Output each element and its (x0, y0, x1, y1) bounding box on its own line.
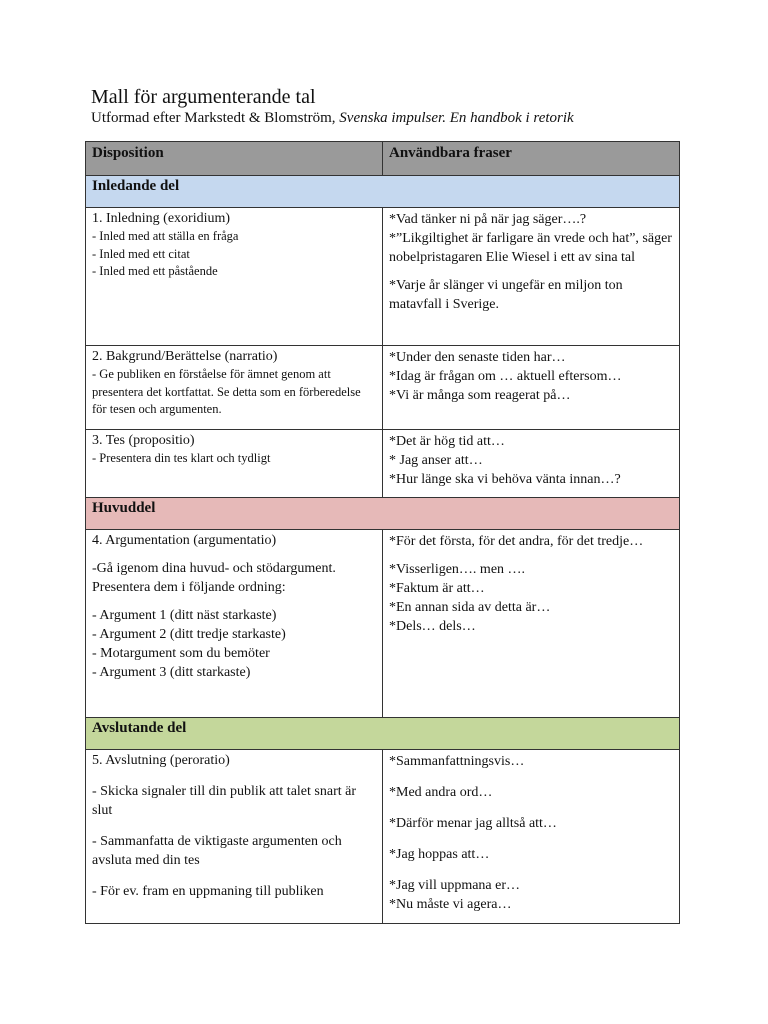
section-title-closing: Avslutande del (86, 718, 680, 750)
document-title: Mall för argumenterande tal (91, 86, 316, 108)
list-item: - Inled med att ställa en fråga (92, 229, 239, 243)
list-item: - Ge publiken en förståelse för ämnet genom att presentera det kortfattat. Se detta som en förberedelse för tesen och argumenten. (92, 367, 361, 416)
row-heading: 1. Inledning (exoridium) (92, 211, 231, 226)
phrase: *Varje år slänger vi ungefär en miljon ton matavfall i Sverige. (389, 278, 623, 312)
header-phrases: Användbara fraser (383, 142, 680, 176)
list-item: - Argument 2 (ditt tredje starkaste) (92, 627, 286, 642)
row-heading: 5. Avslutning (peroratio) (92, 753, 230, 768)
table-row (86, 530, 680, 718)
row-heading: 3. Tes (propositio) (92, 433, 195, 448)
speech-template-table (85, 141, 680, 924)
section-title-intro: Inledande del (86, 176, 680, 208)
row-intro-text: -Gå igenom dina huvud- och stödargument. Presentera dem i följande ordning: (92, 561, 336, 595)
section-row-closing (86, 718, 680, 750)
list-item: - Argument 1 (ditt näst starkaste) (92, 608, 277, 623)
disposition-cell (86, 530, 383, 718)
phrases-cell (383, 346, 680, 430)
phrase: *Vi är många som reagerat på… (389, 388, 571, 403)
section-row-main (86, 498, 680, 530)
list-item: - Argument 3 (ditt starkaste) (92, 665, 251, 680)
disposition-cell (86, 750, 383, 924)
list-item: - Presentera din tes klart och tydligt (92, 451, 271, 465)
list-item: - Inled med ett citat (92, 246, 190, 261)
phrase: *Sammanfattningsvis… (389, 754, 525, 769)
phrase: *Det är hög tid att… (389, 434, 505, 449)
phrase: *Nu måste vi agera… (389, 897, 512, 912)
list-item: - Motargument som du bemöter (92, 646, 270, 661)
phrase: *”Likgiltighet är farligare än vrede och hat”, säger nobelpristagaren Elie Wiesel i ett av sina tal (389, 231, 672, 265)
phrase: * Jag anser att… (389, 453, 483, 468)
table-row (86, 750, 680, 924)
phrase: *Under den senaste tiden har… (389, 350, 566, 365)
table-header-row (86, 142, 680, 176)
phrase: *Med andra ord… (389, 785, 493, 800)
list-item: - Inled med ett påstående (92, 264, 218, 278)
disposition-cell (86, 208, 383, 346)
subtitle-book-title: Svenska impulser. En handbok i retorik (339, 110, 574, 126)
phrase: *För det första, för det andra, för det tredje… (389, 534, 644, 549)
list-item: - För ev. fram en uppmaning till publiken (92, 884, 324, 899)
table-row (86, 430, 680, 498)
section-row-intro (86, 176, 680, 208)
list-item: - Sammanfatta de viktigaste argumenten och avsluta med din tes (92, 834, 342, 868)
phrase: *Hur länge ska vi behöva vänta innan…? (389, 472, 621, 487)
phrases-cell (383, 530, 680, 718)
table-row (86, 346, 680, 430)
phrase: *Faktum är att… (389, 581, 485, 596)
table-row (86, 208, 680, 346)
section-title-main: Huvuddel (86, 498, 680, 530)
document-subtitle (91, 110, 574, 127)
row-heading: 2. Bakgrund/Berättelse (narratio) (92, 349, 278, 364)
phrase: *Jag hoppas att… (389, 847, 490, 862)
list-item: - Skicka signaler till din publik att talet snart är slut (92, 784, 356, 818)
phrase: *Idag är frågan om … aktuell eftersom… (389, 369, 622, 384)
phrase: *Dels… dels… (389, 619, 476, 634)
subtitle-text: Utformad efter Markstedt & Blomström, (91, 110, 340, 126)
row-heading: 4. Argumentation (argumentatio) (92, 533, 277, 548)
phrases-cell (383, 750, 680, 924)
disposition-cell (86, 430, 383, 498)
phrase: *Vad tänker ni på när jag säger….? (389, 212, 587, 227)
phrase: *Visserligen…. men …. (389, 562, 526, 577)
phrase: *Jag vill uppmana er… (389, 878, 521, 893)
phrase: *Därför menar jag alltså att… (389, 816, 557, 831)
phrases-cell (383, 208, 680, 346)
phrases-cell (383, 430, 680, 498)
header-disposition: Disposition (86, 142, 383, 176)
disposition-cell (86, 346, 383, 430)
phrase: *En annan sida av detta är… (389, 600, 551, 615)
